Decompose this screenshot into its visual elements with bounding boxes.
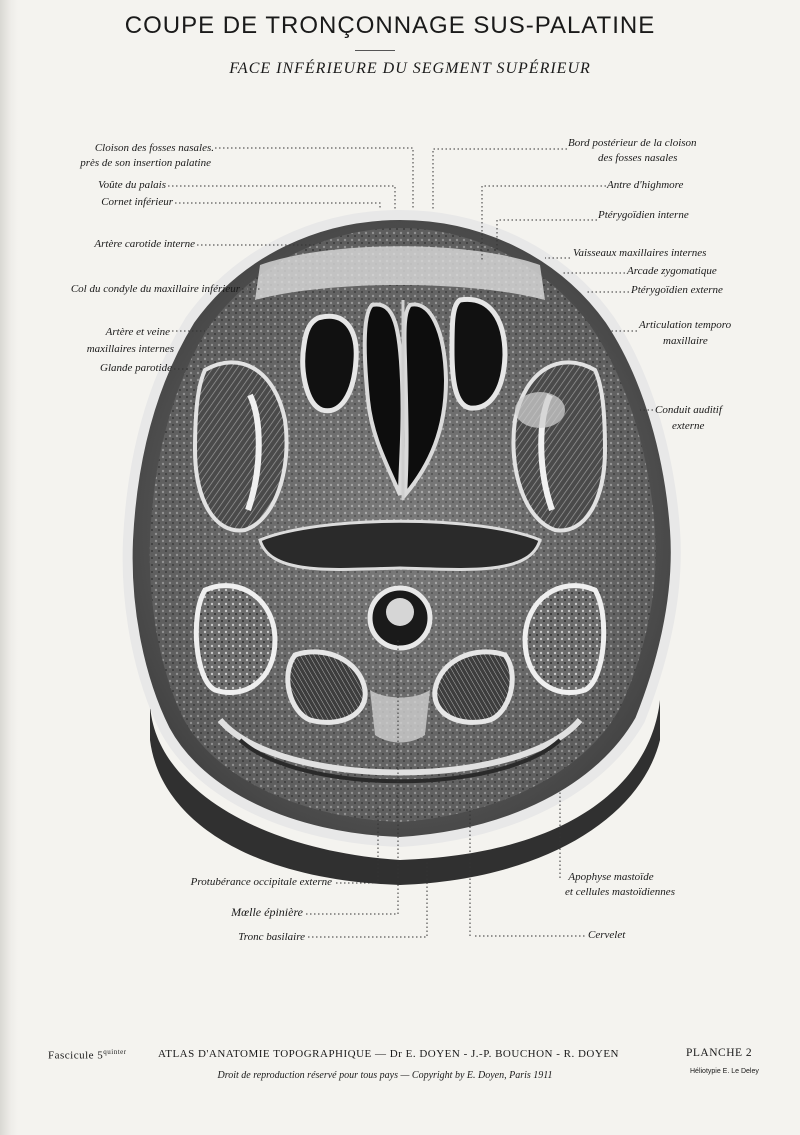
label-tronc-basilaire: Tronc basilaire — [238, 931, 305, 943]
label-cervelet: Cervelet — [588, 929, 626, 941]
label-pterygoidien-interne: Ptérygoïdien interne — [598, 209, 689, 221]
label-bord-posterieur-cloison: Bord postérieur de la cloison — [568, 137, 697, 149]
label-articulation-temporo: Articulation temporo — [639, 319, 732, 331]
label-externe: externe — [672, 420, 705, 432]
label-vaisseaux-maxillaires: Vaisseaux maxillaires internes — [573, 247, 707, 259]
label-pterygoidien-externe: Ptérygoïdien externe — [631, 284, 723, 296]
label-insertion-palatine: près de son insertion palatine — [80, 157, 211, 169]
footer-credit: Héliotypie E. Le Deley — [690, 1068, 759, 1075]
footer-plate-number: PLANCHE 2 — [686, 1047, 753, 1059]
label-conduit-auditif: Conduit auditif — [655, 404, 722, 416]
label-arcade-zygomatique: Arcade zygomatique — [627, 265, 717, 277]
label-maxillaire: maxillaire — [663, 335, 708, 347]
fascicule-text: Fascicule 5 — [48, 1049, 104, 1062]
label-protuberance-occipitale: Protubérance occipitale externe — [190, 876, 332, 888]
label-maxillaires-internes: maxillaires internes — [86, 343, 174, 355]
label-voute-palais: Voûte du palais — [98, 179, 166, 191]
footer-atlas-title: ATLAS D'ANATOMIE TOPOGRAPHIQUE — Dr E. DOYEN - J.-P. BOUCHON - R. DOYEN — [158, 1048, 619, 1060]
label-cellules-mastoidiennes: et cellules mastoïdiennes — [565, 886, 675, 898]
label-artere-veine: Artère et veine — [105, 326, 170, 338]
label-antre-highmore: Antre d'highmore — [607, 179, 684, 191]
label-cloison-fosses-nasales: Cloison des fosses nasales. — [94, 142, 214, 154]
fascicule-sup: quinter — [103, 1048, 127, 1056]
label-moelle-epiniere: Mœlle épinière — [231, 905, 303, 919]
label-glande-parotide: Glande parotide — [100, 362, 172, 374]
label-col-condyle: Col du condyle du maxillaire inférieur — [70, 283, 240, 295]
label-apophyse-mastoide: Apophyse mastoïde — [568, 871, 654, 883]
label-artere-carotide-interne: Artère carotide interne — [94, 238, 195, 250]
footer-copyright: Droit de reproduction réservé pour tous pays — Copyright by E. Doyen, Paris 1911 — [217, 1070, 553, 1081]
label-des-fosses-nasales: des fosses nasales — [598, 152, 678, 164]
footer-fascicule — [48, 1048, 127, 1062]
plate-subtitle: FACE INFÉRIEURE DU SEGMENT SUPÉRIEUR — [229, 60, 591, 77]
plate-title: COUPE DE TRONÇONNAGE SUS-PALATINE — [124, 12, 656, 39]
label-cornet-inferieur: Cornet inférieur — [101, 196, 173, 208]
